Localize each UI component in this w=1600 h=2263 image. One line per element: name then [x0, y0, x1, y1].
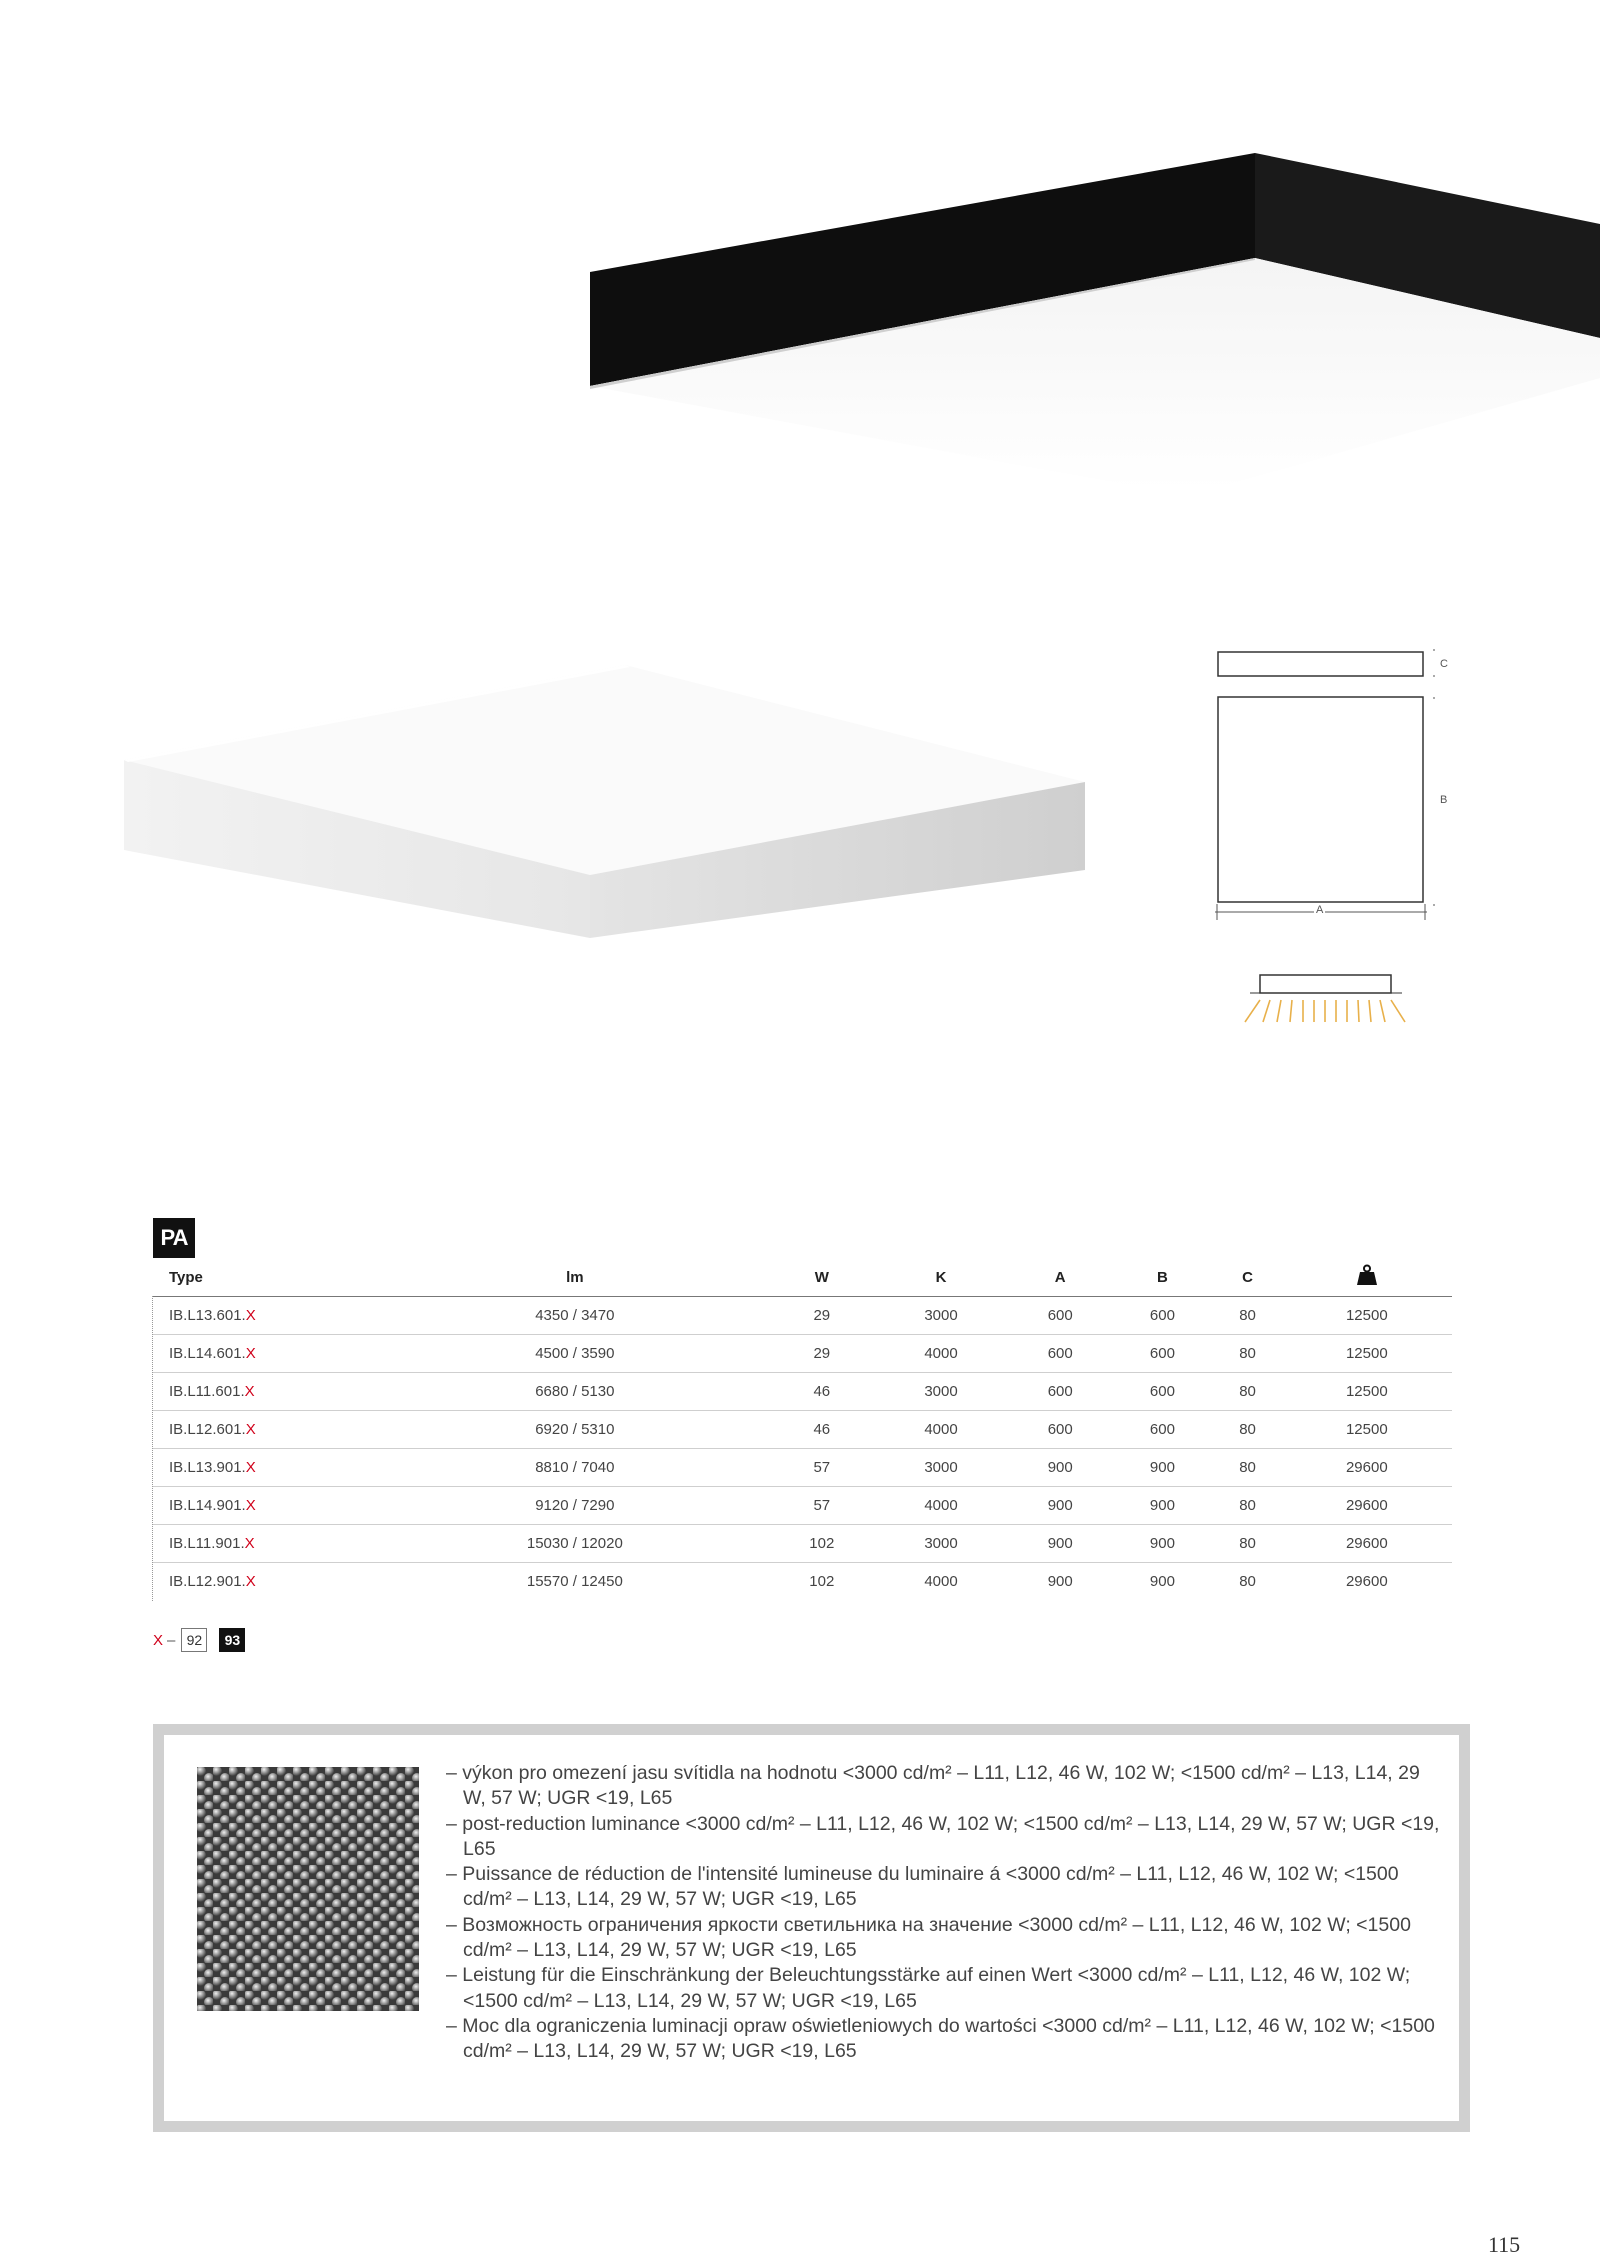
cell-b: 900: [1149, 1573, 1175, 1590]
cell-a: 600: [1009, 1297, 1111, 1335]
cell-k: 4000: [924, 1573, 958, 1590]
cell-c: 80: [1214, 1373, 1282, 1411]
cell-type: [153, 1487, 379, 1525]
type-code: IB.L12.901.: [169, 1573, 246, 1590]
note-item: – post-reduction luminance <3000 cd/m² – L11, L12, 46 W, 102 W; <1500 cd/m² – L13, L14, 29 W, 57 W; UGR <19, L65: [446, 1812, 1440, 1860]
cell-c: 80: [1239, 1573, 1256, 1590]
cell-weight: 12500: [1282, 1335, 1452, 1373]
cell-k: 4000: [873, 1487, 1009, 1525]
table-row: [153, 1411, 1452, 1449]
cell-b: 900: [1111, 1449, 1213, 1487]
dimension-label-a: A: [1316, 904, 1324, 916]
header-weight: [1282, 1258, 1452, 1297]
type-variant-suffix: X: [245, 1345, 256, 1362]
table-row: [153, 1297, 1452, 1335]
type-code: IB.L13.901.: [169, 1459, 246, 1476]
table-row: [153, 1525, 1452, 1563]
cell-type: [153, 1525, 379, 1563]
type-variant-suffix: X: [245, 1497, 256, 1514]
variant-legend: [153, 1628, 245, 1652]
cell-b: 600: [1111, 1335, 1213, 1373]
cell-b: 600: [1111, 1373, 1213, 1411]
cell-weight: 29600: [1282, 1487, 1452, 1525]
cell-w: 29: [771, 1297, 873, 1335]
type-code: IB.L14.601.: [169, 1345, 246, 1362]
cell-weight: 29600: [1282, 1525, 1452, 1563]
note-item: – výkon pro omezení jasu svítidla na hodnotu <3000 cd/m² – L11, L12, 46 W, 102 W; <1500 cd/m² – L13, L14, 29 W, 57 W; UGR <19, L65: [446, 1762, 1420, 1810]
type-variant-suffix: X: [245, 1459, 256, 1476]
side-view-outline: [1218, 652, 1423, 676]
cell-c: 80: [1214, 1297, 1282, 1335]
cell-k: 3000: [873, 1373, 1009, 1411]
cell-type: [153, 1411, 379, 1449]
dimension-drawing: [1205, 640, 1435, 1030]
cell-type: [153, 1563, 379, 1601]
type-variant-suffix: X: [245, 1421, 256, 1438]
cell-w: 102: [771, 1525, 873, 1563]
info-panel: [153, 1724, 1470, 2132]
cell-weight: 12500: [1282, 1373, 1452, 1411]
cell-w: 29: [771, 1335, 873, 1373]
table-row: [153, 1373, 1452, 1411]
cell-lm: 6680 / 5130: [379, 1373, 771, 1411]
dimension-label-b: B: [1440, 794, 1448, 806]
cell-w: 57: [771, 1487, 873, 1525]
type-variant-suffix: X: [245, 1573, 256, 1590]
cell-type: [153, 1373, 379, 1411]
legend-dash: –: [167, 1631, 176, 1649]
cell-c: 80: [1214, 1449, 1282, 1487]
cell-b: 900: [1111, 1487, 1213, 1525]
variant-option-92: 92: [181, 1628, 207, 1652]
cell-k: 4000: [873, 1335, 1009, 1373]
cell-c: 80: [1214, 1525, 1282, 1563]
header-lm: lm: [379, 1258, 771, 1297]
type-code: IB.L14.901.: [169, 1497, 246, 1514]
cell-c: 80: [1214, 1487, 1282, 1525]
note-item: – Moc dla ograniczenia luminacji opraw oświetleniowych do wartości <3000 cd/m² – L11, L12, 46 W, 102 W; <1500 cd/m² – L13, L14, 29 W, 57 W; UGR <19, L65: [446, 2014, 1435, 2063]
header-k: K: [873, 1258, 1009, 1297]
cell-weight: 29600: [1345, 1573, 1388, 1590]
top-view-outline: [1218, 697, 1423, 902]
cell-weight: 29600: [1282, 1449, 1452, 1487]
cell-lm: 6920 / 5310: [379, 1411, 771, 1449]
cell-a: 900: [1009, 1449, 1111, 1487]
spec-table: [153, 1258, 1452, 1600]
header-w: W: [771, 1258, 873, 1297]
cell-w: 46: [771, 1411, 873, 1449]
cell-type: [153, 1297, 379, 1335]
cell-lm: 15030 / 12020: [379, 1525, 771, 1563]
variant-option-93: 93: [219, 1628, 245, 1652]
table-row: [153, 1335, 1452, 1373]
header-c: C: [1214, 1258, 1282, 1297]
cell-a: 600: [1009, 1373, 1111, 1411]
type-variant-suffix: X: [244, 1535, 255, 1552]
note-item: – Возможность ограничения яркости светильника на значение <3000 cd/m² – L11, L12, 46 W, 102 W; <1500 cd/m² – L13, L14, 29 W, 57 W; UGR <19, L65: [446, 1913, 1411, 1962]
note-item: – Puissance de réduction de l'intensité lumineuse du luminaire á <3000 cd/m² – L11, L12, 46 W, 102 W; <1500 cd/m² – L13, L14, 29 W, 57 W; UGR <19, L65: [446, 1863, 1399, 1911]
cell-lm: 8810 / 7040: [379, 1449, 771, 1487]
cell-k: 3000: [873, 1297, 1009, 1335]
cell-a: 900: [1047, 1573, 1073, 1590]
type-code: IB.L11.901.: [169, 1535, 245, 1552]
cell-b: 600: [1111, 1411, 1213, 1449]
light-rays: [1245, 1000, 1405, 1022]
weight-icon: [1356, 1264, 1378, 1286]
cell-a: 900: [1009, 1487, 1111, 1525]
dimension-label-c: C: [1440, 658, 1448, 670]
cell-lm: 15570 / 12450: [526, 1573, 623, 1590]
cell-w: 57: [771, 1449, 873, 1487]
cell-k: 4000: [873, 1411, 1009, 1449]
cell-lm: 9120 / 7290: [379, 1487, 771, 1525]
type-code: IB.L13.601.: [169, 1307, 246, 1324]
cell-k: 3000: [873, 1449, 1009, 1487]
diffuser-texture-image: [197, 1767, 419, 2011]
cell-a: 600: [1009, 1411, 1111, 1449]
cell-a: 600: [1009, 1335, 1111, 1373]
cell-k: 3000: [873, 1525, 1009, 1563]
legend-x: X: [153, 1631, 164, 1649]
cell-weight: 12500: [1282, 1411, 1452, 1449]
note-item: – Leistung für die Einschränkung der Beleuchtungsstärke auf einen Wert <3000 cd/m² – L11, L12, 46 W, 102 W; <1500 cd/m² – L13, L14, 29 W, 57 W; UGR <19, L65: [446, 1964, 1411, 2012]
type-variant-suffix: X: [245, 1307, 256, 1324]
type-code: IB.L11.601.: [169, 1383, 245, 1400]
type-code: IB.L12.601.: [169, 1421, 246, 1438]
cell-w: 46: [771, 1373, 873, 1411]
cell-type: [153, 1449, 379, 1487]
page-number: 115: [1488, 2232, 1521, 2257]
table-row: [153, 1449, 1452, 1487]
table-row: [153, 1487, 1452, 1525]
luminaire-white-box-image: [120, 660, 1090, 945]
cell-b: 900: [1111, 1525, 1213, 1563]
cell-a: 900: [1009, 1525, 1111, 1563]
type-variant-suffix: X: [244, 1383, 255, 1400]
cell-b: 600: [1111, 1297, 1213, 1335]
cell-c: 80: [1214, 1335, 1282, 1373]
luminaire-black-frame-image: [585, 148, 1600, 498]
product-line-badge: PA: [153, 1218, 195, 1258]
table-row: [153, 1563, 1452, 1601]
cell-type: [153, 1335, 379, 1373]
luminance-notes: [446, 1761, 1446, 2065]
mount-view-outline: [1260, 975, 1391, 993]
cell-c: 80: [1214, 1411, 1282, 1449]
header-a: A: [1009, 1258, 1111, 1297]
table-header-row: [153, 1258, 1452, 1297]
header-type: Type: [153, 1258, 379, 1297]
header-b: B: [1111, 1258, 1213, 1297]
cell-w: 102: [809, 1573, 835, 1590]
cell-weight: 12500: [1282, 1297, 1452, 1335]
cell-lm: 4500 / 3590: [379, 1335, 771, 1373]
cell-lm: 4350 / 3470: [379, 1297, 771, 1335]
